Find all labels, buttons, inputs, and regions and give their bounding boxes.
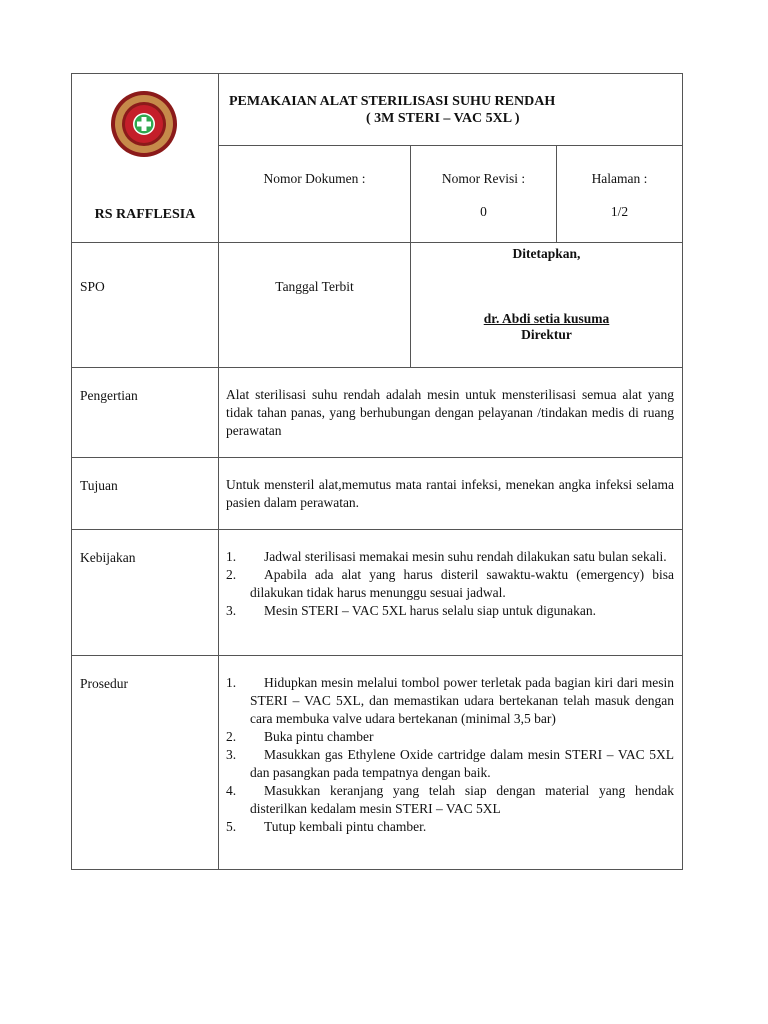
hospital-name: RS RAFFLESIA [94,207,196,222]
nomor-revisi-value: 0 [480,204,487,219]
list-text: Masukkan keranjang yang telah siap dengan material yang hendak disterilkan kedalam mesin STERI – VAC 5XL [250,783,674,816]
document-title-cell [219,74,683,146]
tanggal-terbit-label: Tanggal Terbit [275,279,354,294]
halaman-cell [557,146,683,243]
list-item [226,782,674,818]
list-item [226,602,674,620]
prosedur-list [226,674,674,836]
pengertian-text: Alat sterilisasi suhu rendah adalah mesin untuk mensterilisasi semua alat yang tidak tahan panas, yang berhubungan dengan pelayanan /tindakan medis di ruang perawatan [226,387,674,438]
list-text: Jadwal sterilisasi memakai mesin suhu rendah dilakukan satu bulan sekali. [264,549,667,564]
tujuan-label: Tujuan [80,478,118,493]
list-item [226,746,674,782]
pengertian-label-cell [72,368,219,458]
list-text: Buka pintu chamber [264,729,374,744]
tujuan-text: Untuk mensteril alat,memutus mata rantai infeksi, menekan angka infeksi selama pasien dalam perawatan. [226,477,674,510]
ditetapkan-block [411,243,682,343]
list-item [226,566,674,602]
tanggal-terbit-cell [219,243,411,368]
list-text: Apabila ada alat yang harus disteril sawaktu-waktu (emergency) bisa dilakukan tidak harus menunggu sesuai jadwal. [250,567,674,600]
kebijakan-list [226,548,674,620]
list-item [226,728,674,746]
list-number: 5. [226,819,237,834]
list-item [226,818,674,836]
halaman-value: 1/2 [610,204,629,219]
pengertian-body-cell [219,368,683,458]
title-line-1: PEMAKAIAN ALAT STERILISASI SUHU RENDAH [229,94,556,109]
spo-cell [72,243,219,368]
prosedur-body [219,656,682,836]
ditetapkan-label: Ditetapkan, [512,246,581,261]
list-item [226,548,674,566]
list-number: 2. [226,729,237,744]
sop-table [71,73,683,870]
spo-label: SPO [80,279,105,294]
list-number: 2. [226,567,237,582]
hospital-logo-cell [72,74,219,243]
list-text: Mesin STERI – VAC 5XL harus selalu siap untuk digunakan. [264,603,596,618]
signer-title: Direktur [521,327,572,342]
list-text: Masukkan gas Ethylene Oxide cartridge dalam mesin STERI – VAC 5XL dan pasangkan pada tempatnya dengan baik. [250,747,674,780]
pengertian-label: Pengertian [80,388,138,403]
list-number: 1. [226,549,237,564]
list-number: 4. [226,783,237,798]
list-number: 3. [226,747,237,762]
kebijakan-label-cell [72,530,219,656]
halaman-label: Halaman : [591,171,648,186]
kebijakan-label: Kebijakan [80,550,136,565]
tujuan-label-cell [72,458,219,530]
list-number: 1. [226,675,237,690]
ditetapkan-cell [411,243,683,368]
sop-document [71,73,682,870]
prosedur-label: Prosedur [80,676,128,691]
list-item [226,674,674,728]
nomor-revisi-cell [411,146,557,243]
list-text: Hidupkan mesin melalui tombol power terletak pada bagian kiri dari mesin STERI – VAC 5XL, dan memastikan udara bertekanan telah masuk dengan cara membuka valve udara bertekanan (minimal 3,5 bar) [250,675,674,726]
nomor-dokumen-label: Nomor Dokumen : [263,171,366,186]
document-title [219,74,682,127]
title-line-2: ( 3M STERI – VAC 5XL ) [366,111,520,126]
tujuan-body-cell [219,458,683,530]
list-text: Tutup kembali pintu chamber. [264,819,427,834]
prosedur-label-cell [72,656,219,870]
hospital-cross-emblem-icon [110,90,178,158]
kebijakan-body [219,530,682,620]
list-number: 3. [226,603,237,618]
kebijakan-body-cell [219,530,683,656]
prosedur-body-cell [219,656,683,870]
nomor-revisi-label: Nomor Revisi : [441,171,526,186]
signer-name: dr. Abdi setia kusuma [483,311,610,326]
nomor-dokumen-cell [219,146,411,243]
